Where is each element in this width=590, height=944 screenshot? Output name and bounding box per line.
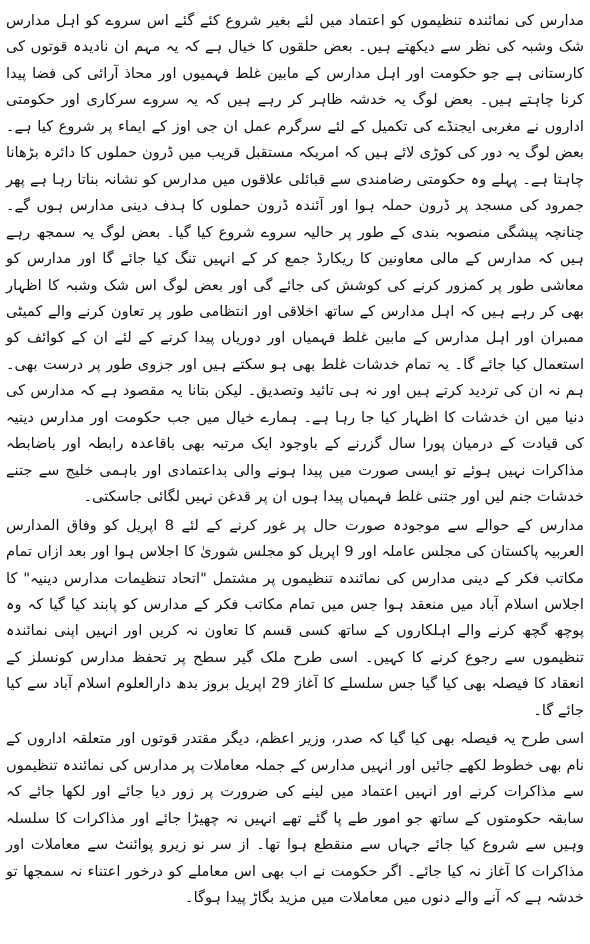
article-paragraph: مدارس کے حوالے سے موجودہ صورت حال پر غور کرنے کے لئے 8 اپریل کو وفاق المدارس العربیہ پاکستان کی مجلس عاملہ اور 9 اپریل کو مجلس شوریٰ کا اجلاس ہوا اور بعد ازاں تمام مکاتب فکر کے دینی مدارس کی نمائندہ تنظیموں پر مشتمل "اتحاد تنظیمات مدارس دینیہ" کا اجلاس اسلام آباد میں منعقد ہوا جس میں تمام مکاتب فکر کے مدارس کو پابند کیا گیا کہ وہ پوچھ گچھ کرنے والے اہلکاروں کے ساتھ کسی قسم کا تعاون نہ کریں اور انہیں اپنی نمائندہ تنظیموں سے رجوع کرنے کا کہیں۔ اسی طرح ملک گیر سطح پر تحفظ مدارس کونسلز کے انعقاد کا فیصلہ بھی کیا گیا جس سلسلے کا آغاز 29 اپریل بروز بدھ دارالعلوم اسلام آباد سے کیا جائے گا۔	[6, 516, 584, 719]
article-paragraph: اسی طرح یہ فیصلہ بھی کیا گیا کہ صدر، وزیر اعظم، دیگر مقتدر قوتوں اور متعلقہ اداروں کے نام بھی خطوط لکھے جائیں اور انہیں مدارس کے جملہ معاملات پر مدارس کی نمائندہ تنظیموں سے مذاکرات کرنے اور انہیں اعتماد میں لینے کی ضرورت پر زور دیا جائے اور لکھا جائے کہ سابقہ حکومتوں کے ساتھ جو امور طے پا گئے تھے انہیں نہ چھیڑا جائے اور مذاکرات کا سلسلہ وہیں سے شروع کیا جائے جہاں سے منقطع ہوا تھا۔ از سر نو زیرو پوائنٹ سے معاملات اور مذاکرات کا آغاز نہ کیا جائے۔ اگر حکومت نے اب بھی اس معاملے کو درخور اعتناء نہ سمجھا تو خدشہ ہے کہ آنے والے دنوں میں معاملات میں مزید بگاڑ پیدا ہوگا۔	[6, 730, 584, 906]
article-paragraph: مدارس کی نمائندہ تنظیموں کو اعتماد میں لئے بغیر شروع کئے گئے اس سروے کو اہل مدارس شک وشبہ کی نظر سے دیکھتے ہیں۔ بعض حلقوں کا خیال ہے کہ یہ مہم ان نادیدہ قوتوں کی کارستانی ہے جو حکومت اور اہل مدارس کے مابین غلط فہمیوں اور محاذ آرائی کی فضا پیدا کرنا چاہتے ہیں۔ بعض لوگ یہ خدشہ ظاہر کر رہے ہیں کہ یہ سروے سرکاری اور حکومتی اداروں نے مغربی ایجنڈے کی تکمیل کے لئے سرگرم عمل ان جی اوز کے ایماء پر شروع کیا ہے۔ بعض لوگ یہ دور کی کوڑی لائے ہیں کہ امریکہ مستقبل قریب میں ڈرون حملوں کا دائرہ بڑھانا چاہتا ہے۔ پہلے وہ حکومتی رضامندی سے قبائلی علاقوں میں مدارس کو نشانہ بناتا رہا ہے پھر جمرود کی مسجد پر ڈرون حملہ ہوا اور آئندہ ڈرون حملوں کا ہدف دینی مدارس ہوں گے۔ چنانچہ پیشگی منصوبہ بندی کے طور پر حالیہ سروے شروع کیا گیا۔ بعض لوگ یہ سمجھ رہے ہیں کہ مدارس کے مالی معاونین کا ریکارڈ جمع کر کے انہیں تنگ کیا جائے گا اور مدارس کو معاشی طور پر کمزور کرنے کی کوشش کی جائے گی اور بعض لوگ اس شک وشبہ کا اظہار بھی کر رہے ہیں کہ اہل مدارس کے ساتھ اخلاقی اور انتظامی طور پر تعاون کرنے والے کمیٹی ممبران اور اہل مدارس کے مابین غلط فہمیاں اور دوریاں پیدا کرنے کے لئے ان کے کوائف کو استعمال کیا جائے گا۔ یہ تمام خدشات غلط بھی ہو سکتے ہیں اور جزوی طور پر درست بھی۔ ہم نہ ان کی تردید کرتے ہیں اور نہ ہی تائید وتصدیق۔ لیکن بتانا یہ مقصود ہے کہ مدارس کی دنیا میں ان خدشات کا اظہار کیا جا رہا ہے۔ ہمارے خیال میں جب حکومت اور مدارس دینیہ کی قیادت کے درمیان پورا سال گزرنے کے باوجود ایک مرتبہ بھی باقاعدہ رابطہ اور باضابطہ مذاکرات نہیں ہوئے تو ایسی صورت میں پیدا ہونے والی بداعتمادی اور باہمی خلیج سے جتنے خدشات جنم لیں اور جتنی غلط فہمیاں پیدا ہوں ان پر قدغن نہیں لگائی جاسکتی۔	[6, 12, 584, 506]
